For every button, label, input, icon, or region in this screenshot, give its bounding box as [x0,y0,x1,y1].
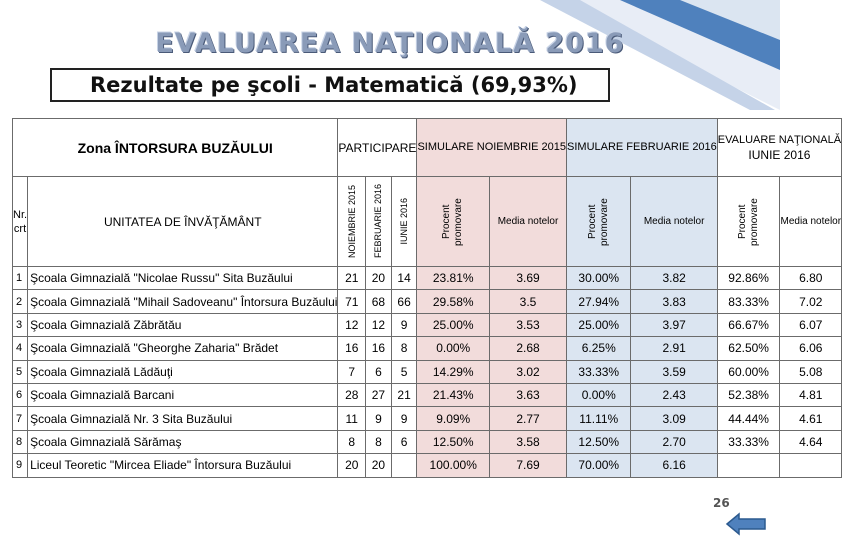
school-name: Şcoala Gimnazială Zăbrătău [28,313,338,336]
participants-iun: 6 [391,430,417,453]
sim-feb-percent: 27.94% [567,290,631,313]
ev-percent: 60.00% [717,360,780,383]
school-name: Şcoala Gimnazială "Gheorghe Zaharia" Brădet [28,337,338,360]
table-row [13,360,842,383]
results-table [12,118,842,478]
ev-percent: 62.50% [717,337,780,360]
sim-nov-percent: 100.00% [417,454,490,477]
participants-iun: 21 [391,383,417,406]
sf-media-header: Media notelor [631,177,717,267]
ev-media: 6.07 [780,313,842,336]
sim-nov-media: 3.5 [489,290,566,313]
ev-media: 6.80 [780,267,842,290]
page-subtitle: Rezultate pe şcoli - Matematică (69,93%) [50,68,610,102]
nr-cell: 3 [13,313,28,336]
participants-feb: 20 [366,267,392,290]
sim-nov-media: 7.69 [489,454,566,477]
col-feb-header [366,177,392,267]
nr-cell: 9 [13,454,28,477]
sim-nov-media: 3.02 [489,360,566,383]
sim-feb-percent: 25.00% [567,313,631,336]
sim-feb-percent: 70.00% [567,454,631,477]
sim-nov-media: 3.69 [489,267,566,290]
col-nov-label: NOIEMBRIE 2015 [346,184,357,259]
participants-feb: 8 [366,430,392,453]
sim-nov-header: SIMULARE NOIEMBRIE 2015 [417,119,567,177]
sim-nov-percent: 14.29% [417,360,490,383]
ev-media-header: Media notelor [780,177,842,267]
sim-feb-media: 3.09 [631,407,717,430]
table-row [13,313,842,336]
sim-nov-media: 3.58 [489,430,566,453]
school-name: Şcoala Gimnazială Nr. 3 Sita Buzăului [28,407,338,430]
ev-header [717,119,841,177]
sim-feb-media: 3.97 [631,313,717,336]
participants-feb: 68 [366,290,392,313]
nr-cell: 5 [13,360,28,383]
ev-media: 7.02 [780,290,842,313]
ev-media: 4.64 [780,430,842,453]
ev-procent-header [717,177,780,267]
participants-feb: 27 [366,383,392,406]
participants-feb: 6 [366,360,392,383]
table-row [13,290,842,313]
participants-iun: 5 [391,360,417,383]
participants-feb: 12 [366,313,392,336]
back-arrow-icon[interactable] [725,512,767,536]
ev-percent [717,454,780,477]
sim-feb-percent: 30.00% [567,267,631,290]
sim-feb-media: 2.91 [631,337,717,360]
participants-nov: 21 [338,267,366,290]
school-name: Şcoala Gimnazială Barcani [28,383,338,406]
col-iun-label: IUNIE 2016 [399,198,410,245]
sim-feb-percent: 11.11% [567,407,631,430]
ev-percent: 83.33% [717,290,780,313]
ev-header-date: IUNIE 2016 [748,147,811,162]
ev-media: 6.06 [780,337,842,360]
sim-feb-header: SIMULARE FEBRUARIE 2016 [567,119,718,177]
participants-iun: 9 [391,313,417,336]
sn-procent-header [417,177,490,267]
nr-cell: 7 [13,407,28,430]
nr-header: Nr. crt [13,177,28,267]
nr-cell: 1 [13,267,28,290]
participants-iun: 14 [391,267,417,290]
participants-feb: 16 [366,337,392,360]
participants-nov: 7 [338,360,366,383]
col-iun-header [391,177,417,267]
sim-nov-percent: 21.43% [417,383,490,406]
school-name: Şcoala Gimnazială "Mihail Sadoveanu" Întorsura Buzăului [28,290,338,313]
participants-nov: 28 [338,383,366,406]
participants-feb: 9 [366,407,392,430]
sn-media-header: Media notelor [489,177,566,267]
zone-header: Zona ÎNTORSURA BUZĂULUI [13,119,338,177]
table-body [13,267,842,478]
page-title: EVALUAREA NAŢIONALĂ 2016 [155,28,625,59]
ev-media: 4.61 [780,407,842,430]
participants-nov: 8 [338,430,366,453]
col-nov-header [338,177,366,267]
col-feb-label: FEBRUARIE 2016 [373,184,384,259]
participants-nov: 11 [338,407,366,430]
sim-feb-percent: 12.50% [567,430,631,453]
unitatea-header: UNITATEA DE ÎNVĂŢĂMÂNT [28,177,338,267]
sim-feb-percent: 33.33% [567,360,631,383]
sim-feb-percent: 0.00% [567,383,631,406]
ev-percent: 44.44% [717,407,780,430]
nr-cell: 8 [13,430,28,453]
table-row [13,267,842,290]
participants-nov: 16 [338,337,366,360]
sim-nov-media: 3.53 [489,313,566,336]
nr-cell: 4 [13,337,28,360]
participants-nov: 20 [338,454,366,477]
sim-nov-percent: 0.00% [417,337,490,360]
sim-feb-media: 2.70 [631,430,717,453]
participants-iun: 9 [391,407,417,430]
table-row [13,454,842,477]
participants-iun [391,454,417,477]
sim-nov-percent: 9.09% [417,407,490,430]
page-number: 26 [713,496,730,510]
table-row [13,337,842,360]
school-name: Liceul Teoretic "Mircea Eliade" Întorsura Buzăului [28,454,338,477]
table-row [13,430,842,453]
ev-procent-label: Procent promovare [736,197,760,246]
participants-iun: 8 [391,337,417,360]
sim-feb-percent: 6.25% [567,337,631,360]
sim-nov-percent: 12.50% [417,430,490,453]
school-name: Şcoala Gimnazială "Nicolae Russu" Sita Buzăului [28,267,338,290]
sim-feb-media: 2.43 [631,383,717,406]
school-name: Şcoala Gimnazială Sărămaş [28,430,338,453]
ev-percent: 66.67% [717,313,780,336]
sim-nov-percent: 29.58% [417,290,490,313]
ev-media: 4.81 [780,383,842,406]
sim-feb-media: 3.82 [631,267,717,290]
sim-feb-media: 6.16 [631,454,717,477]
ev-percent: 92.86% [717,267,780,290]
participants-nov: 71 [338,290,366,313]
table-row [13,407,842,430]
sim-feb-media: 3.83 [631,290,717,313]
ev-percent: 52.38% [717,383,780,406]
sim-nov-media: 2.68 [489,337,566,360]
ev-media [780,454,842,477]
ev-percent: 33.33% [717,430,780,453]
sf-procent-label: Procent promovare [586,197,610,246]
sim-nov-percent: 23.81% [417,267,490,290]
sim-nov-media: 3.63 [489,383,566,406]
participants-nov: 12 [338,313,366,336]
sim-nov-percent: 25.00% [417,313,490,336]
participare-header: PARTICIPARE [338,119,417,177]
participants-feb: 20 [366,454,392,477]
participants-iun: 66 [391,290,417,313]
nr-cell: 2 [13,290,28,313]
nr-cell: 6 [13,383,28,406]
sim-feb-media: 3.59 [631,360,717,383]
table-row [13,383,842,406]
sim-nov-media: 2.77 [489,407,566,430]
sn-procent-label: Procent promovare [441,197,465,246]
school-name: Şcoala Gimnazială Lădăuţi [28,360,338,383]
sf-procent-header [567,177,631,267]
ev-header-title: EVALUARE NAŢIONALĂ [717,133,842,146]
ev-media: 5.08 [780,360,842,383]
